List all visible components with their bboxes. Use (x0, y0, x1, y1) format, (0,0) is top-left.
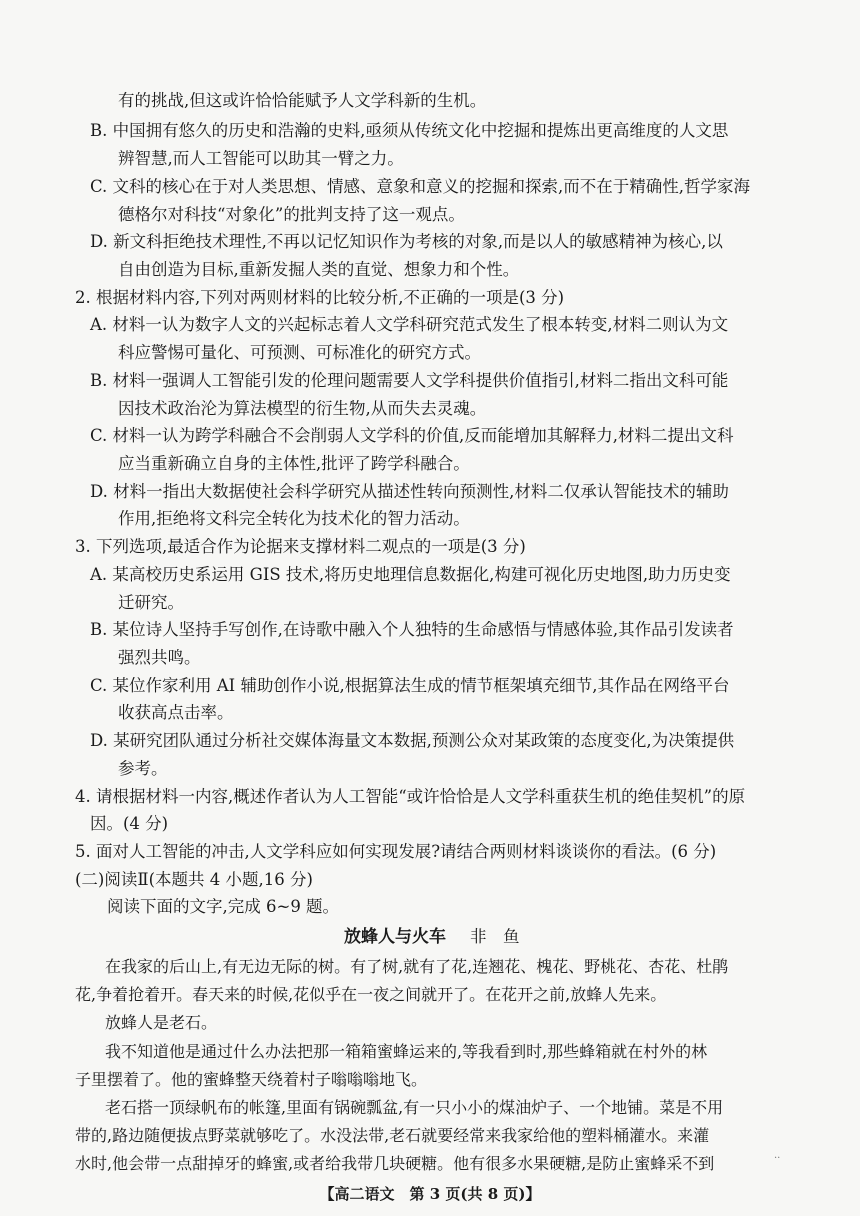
q3-option-c-line2: 收获高点击率。 (118, 703, 234, 722)
q1-option-d-line1: D. 新文科拒绝技术理性,不再以记忆知识作为考核的对象,而是以人的敏感精神为核心,以 (90, 232, 723, 251)
q2-option-b-line2: 因技术政治沦为算法模型的衍生物,从而失去灵魂。 (118, 399, 487, 418)
q1-option-a-tail: 有的挑战,但这或许恰恰能赋予人文学科新的生机。 (118, 91, 487, 110)
story-line: 在我家的后山上,有无边无际的树。有了树,就有了花,连翘花、槐花、野桃花、杏花、杜鹃 (105, 957, 729, 976)
q3-option-d-line1: D. 某研究团队通过分析社交媒体海量文本数据,预测公众对某政策的态度变化,为决策提供 (90, 731, 735, 750)
q1-option-b-line1: B. 中国拥有悠久的历史和浩瀚的史料,亟须从传统文化中挖掘和提炼出更高维度的人文思 (90, 121, 729, 140)
story-author: 非 鱼 (470, 927, 520, 946)
q2-option-d-line1: D. 材料一指出大数据使社会科学研究从描述性转向预测性,材料二仅承认智能技术的辅助 (90, 482, 729, 501)
corner-mark: .. (774, 1150, 781, 1161)
q2-option-c-line2: 应当重新确立自身的主体性,批评了跨学科融合。 (118, 454, 470, 473)
q2-option-d-line2: 作用,拒绝将文科完全转化为技术化的智力活动。 (118, 509, 470, 528)
story-line: 水时,他会带一点甜掉牙的蜂蜜,或者给我带几块硬糖。他有很多水果硬糖,是防止蜜蜂采不到 (75, 1154, 715, 1173)
page-footer: 【高二语文 第 3 页(共 8 页)】 (319, 1185, 541, 1203)
story-title: 放蜂人与火车 (344, 927, 446, 947)
q4-line1: 4. 请根据材料一内容,概述作者认为人工智能“或许恰恰是人文学科重获生机的绝佳契机”的原 (75, 787, 746, 806)
q2-option-b-line1: B. 材料一强调人工智能引发的伦理问题需要人文学科提供价值指引,材料二指出文科可能 (90, 371, 729, 390)
story-line: 放蜂人是老石。 (105, 1013, 218, 1032)
story-line: 带的,路边随便拔点野菜就够吃了。水没法带,老石就要经常来我家给他的塑料桶灌水。来灌 (75, 1126, 710, 1145)
q1-option-b-line2: 辨智慧,而人工智能可以助其一臂之力。 (118, 149, 404, 168)
story-line: 子里摆着了。他的蜜蜂整天绕着村子嗡嗡嗡地飞。 (75, 1070, 428, 1089)
q5-stem: 5. 面对人工智能的冲击,人文学科应如何实现发展?请结合两则材料谈谈你的看法。(6 分) (75, 842, 717, 861)
q1-option-c-line1: C. 文科的核心在于对人类思想、情感、意象和意义的挖掘和探索,而不在于精确性,哲学家海 (90, 177, 751, 196)
story-line: 我不知道他是通过什么办法把那一箱箱蜜蜂运来的,等我看到时,那些蜂箱就在村外的林 (105, 1042, 708, 1061)
q4-line2: 因。(4 分) (90, 814, 169, 833)
section-heading: (二)阅读Ⅱ(本题共 4 小题,16 分) (75, 870, 313, 889)
q1-option-c-line2: 德格尔对科技“对象化”的批判支持了这一观点。 (118, 205, 465, 224)
q3-option-d-line2: 参考。 (118, 759, 168, 778)
q3-option-c-line1: C. 某位作家利用 AI 辅助创作小说,根据算法生成的情节框架填充细节,其作品在网络平台 (90, 676, 730, 695)
q2-option-a-line1: A. 材料一认为数字人文的兴起标志着人文学科研究范式发生了根本转变,材料二则认为文 (90, 315, 729, 334)
q3-stem: 3. 下列选项,最适合作为论据来支撑材料二观点的一项是(3 分) (75, 537, 526, 556)
q3-option-a-line1: A. 某高校历史系运用 GIS 技术,将历史地理信息数据化,构建可视化历史地图,助力历史变 (90, 565, 731, 584)
story-line: 老石搭一顶绿帆布的帐篷,里面有锅碗瓢盆,有一只小小的煤油炉子、一个地铺。菜是不用 (105, 1098, 724, 1117)
q2-option-c-line1: C. 材料一认为跨学科融合不会削弱人文学科的价值,反而能增加其解释力,材料二提出文科 (90, 426, 734, 445)
q3-option-b-line2: 强烈共鸣。 (118, 648, 201, 667)
q3-option-b-line1: B. 某位诗人坚持手写创作,在诗歌中融入个人独特的生命感悟与情感体验,其作品引发读者 (90, 620, 734, 639)
q2-option-a-line2: 科应警惕可量化、可预测、可标准化的研究方式。 (118, 343, 481, 362)
q1-option-d-line2: 自由创造为目标,重新发掘人类的直觉、想象力和个性。 (118, 260, 520, 279)
q2-stem: 2. 根据材料内容,下列对两则材料的比较分析,不正确的一项是(3 分) (75, 288, 565, 307)
q3-option-a-line2: 迁研究。 (118, 593, 184, 612)
reading-instruction: 阅读下面的文字,完成 6~9 题。 (107, 897, 340, 916)
story-line: 花,争着抢着开。春天来的时候,花似乎在一夜之间就开了。在花开之前,放蜂人先来。 (75, 985, 667, 1004)
